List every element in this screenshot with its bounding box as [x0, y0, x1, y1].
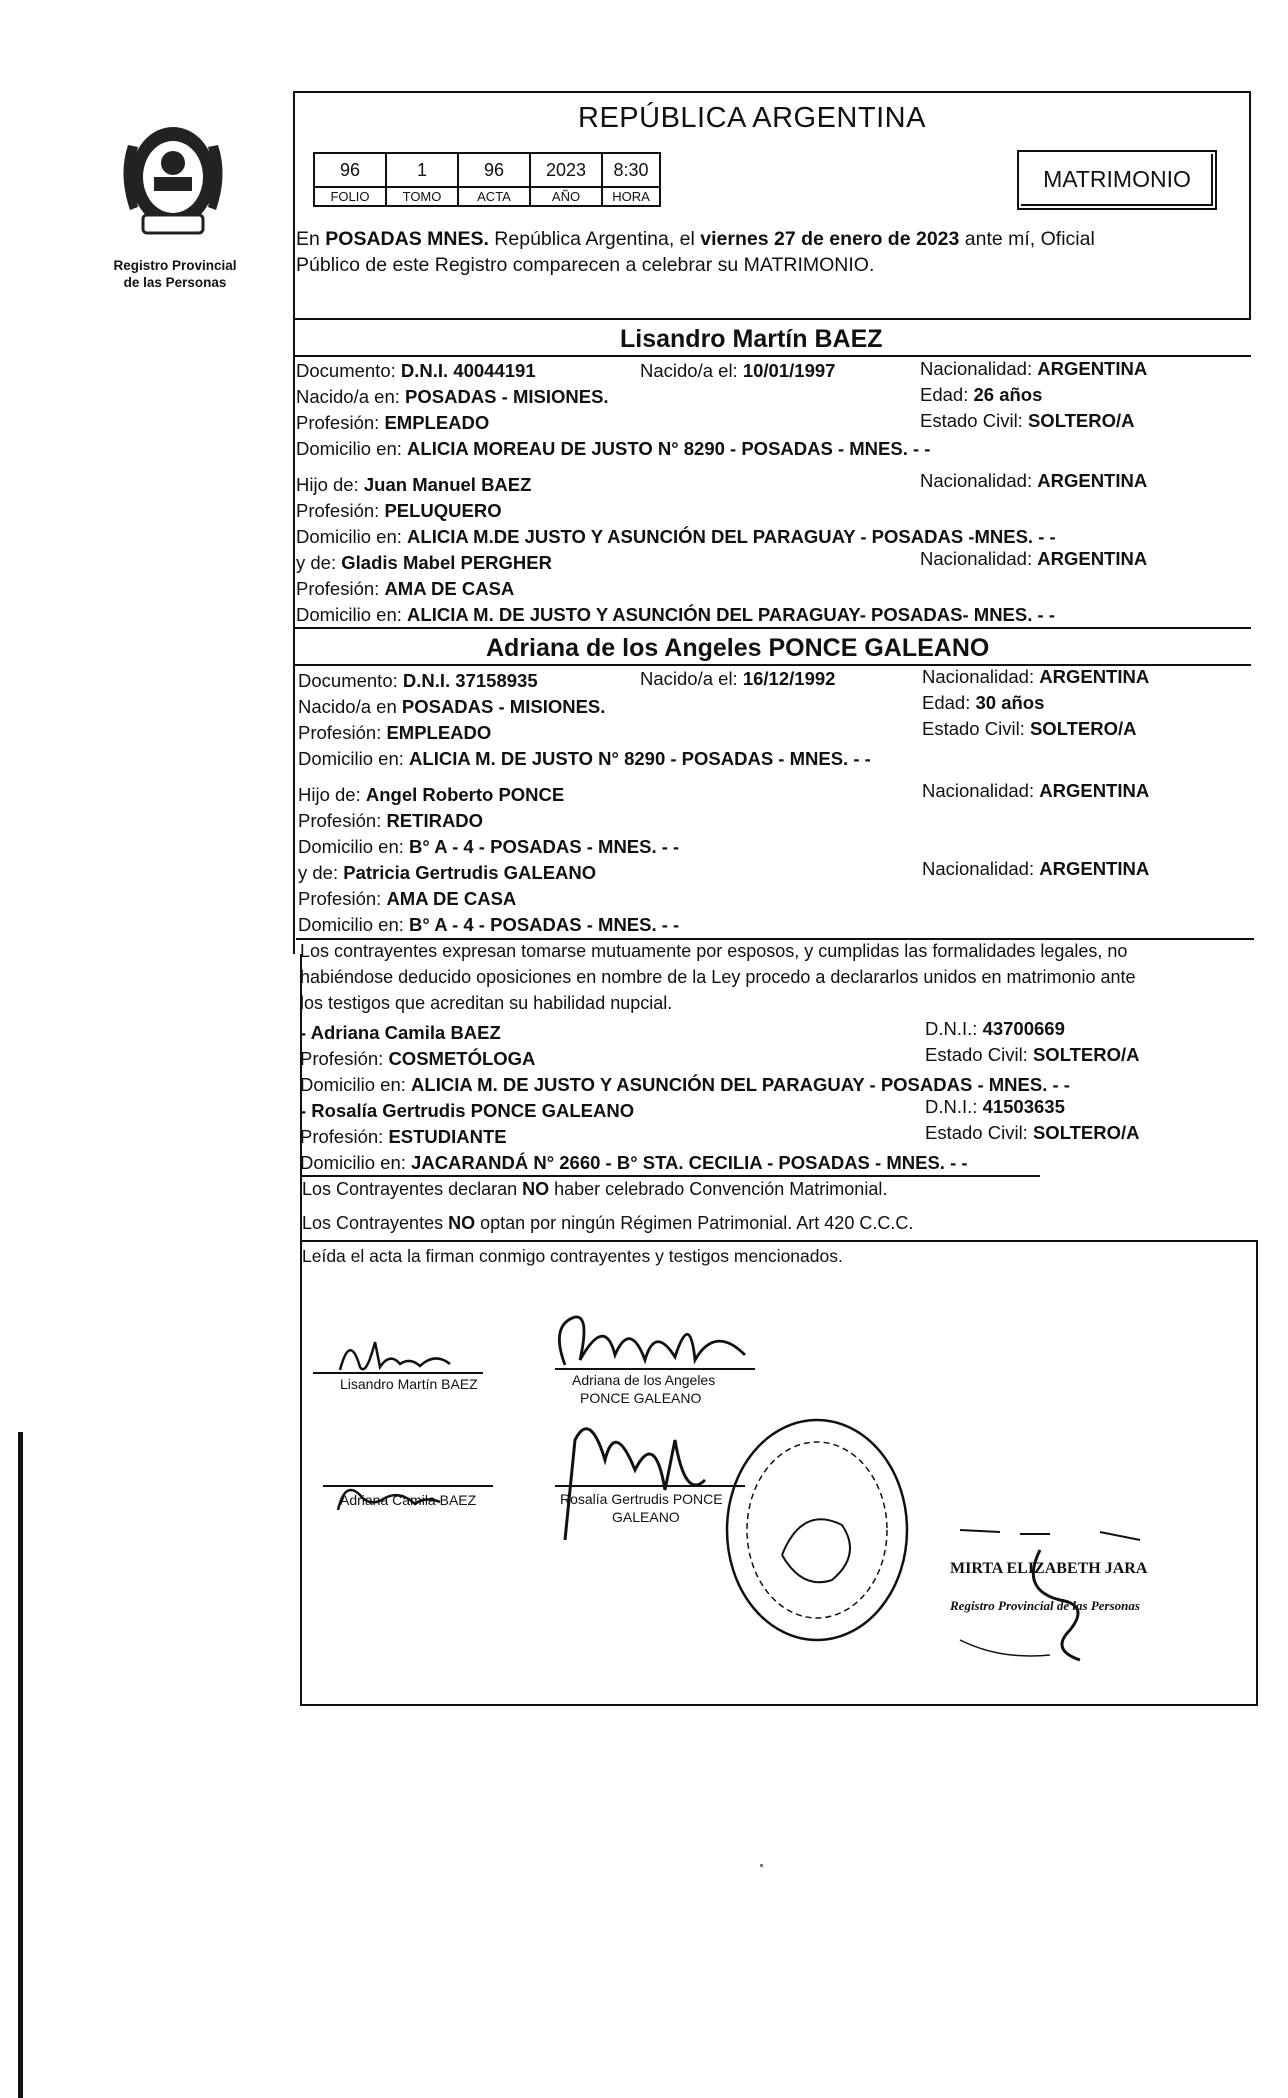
registry-logo [108, 115, 238, 255]
spouse1-nat: Nacionalidad: ARGENTINA [920, 358, 1148, 379]
country-title: REPÚBLICA ARGENTINA [578, 102, 926, 134]
signature-2-name-a: Adriana de los Angeles [572, 1372, 716, 1388]
spouse1-father: Hijo de: Juan Manuel BAEZ [296, 474, 532, 495]
signature-4-name-a: Rosalía Gertrudis PONCE [560, 1491, 723, 1507]
closing-text: Leída el acta la firman conmigo contrayentes y testigos mencionados. [302, 1246, 843, 1266]
spouse1-father-prof: Profesión: PELUQUERO [296, 500, 502, 521]
spouse2-mother-nat: Nacionalidad: ARGENTINA [922, 858, 1150, 879]
signature-line [555, 1368, 755, 1370]
witness1-prof: Profesión: COSMETÓLOGA [300, 1048, 536, 1069]
spouse2-mother-addr: Domicilio en: B° A - 4 - POSADAS - MNES. - - [298, 914, 680, 935]
spouse2-father-prof: Profesión: RETIRADO [298, 810, 484, 831]
year-value: 2023 [530, 153, 602, 187]
convention-line-2: Los Contrayentes NO optan por ningún Régimen Patrimonial. Art 420 C.C.C. [302, 1213, 914, 1233]
witness2-name: - Rosalía Gertrudis PONCE GALEANO [300, 1100, 635, 1121]
signature-3-name: Adriana Camila BAEZ [340, 1492, 477, 1508]
spouse2-born: Nacido/a el: 16/12/1992 [640, 668, 836, 689]
year-label: AÑO [530, 187, 602, 206]
page-edge [18, 1432, 23, 2098]
spouse2-birthplace: Nacido/a en POSADAS - MISIONES. [298, 696, 606, 717]
spouse2-age: Edad: 30 años [922, 692, 1045, 713]
spouse1-born: Nacido/a el: 10/01/1997 [640, 360, 836, 381]
spouse2-father: Hijo de: Angel Roberto PONCE [298, 784, 565, 805]
witness2-dni: D.N.I.: 41503635 [925, 1096, 1065, 1117]
spouse1-mother-nat: Nacionalidad: ARGENTINA [920, 548, 1148, 569]
convention-line-1: Los Contrayentes declaran NO haber celebrado Convención Matrimonial. [302, 1179, 888, 1199]
spouse2-father-nat: Nacionalidad: ARGENTINA [922, 780, 1150, 801]
hour-label: HORA [602, 187, 660, 206]
spouse2-name: Adriana de los Angeles PONCE GALEANO [486, 634, 990, 662]
registry-name-1: Registro Provincial [113, 258, 237, 273]
spouse2-addr: Domicilio en: ALICIA M. DE JUSTO N° 8290 - POSADAS - MNES. - - [298, 748, 871, 769]
frame-right [1249, 91, 1251, 318]
spouse1-father-addr: Domicilio en: ALICIA M.DE JUSTO Y ASUNCIÓN DEL PARAGUAY - POSADAS -MNES. - - [296, 526, 1056, 547]
witness1-name: - Adriana Camila BAEZ [300, 1022, 501, 1043]
witness2-prof: Profesión: ESTUDIANTE [300, 1126, 507, 1147]
tomo-label: TOMO [386, 187, 458, 206]
acta-value: 96 [458, 153, 530, 187]
declaration-line-2: habiéndose deducido oposiciones en nombre de la Ley procedo a declararlos unidos en matrimonio ante [300, 967, 1136, 987]
witness1-civil: Estado Civil: SOLTERO/A [925, 1044, 1140, 1065]
frame-bottom [300, 1704, 1258, 1706]
speck [760, 1864, 763, 1867]
spouse1-father-nat: Nacionalidad: ARGENTINA [920, 470, 1148, 491]
witness2-civil: Estado Civil: SOLTERO/A [925, 1122, 1140, 1143]
official-title: Registro Provincial de las Personas [950, 1598, 1140, 1613]
spouse1-addr: Domicilio en: ALICIA MOREAU DE JUSTO N° 8290 - POSADAS - MNES. - - [296, 438, 931, 459]
registry-name-2: de las Personas [123, 275, 227, 290]
frame-left-top [293, 91, 295, 954]
intro-text: ante mí, Oficial [959, 228, 1095, 250]
record-numbers [313, 152, 661, 207]
registry-stamp-icon [712, 1405, 922, 1655]
spouse1-mother-addr: Domicilio en: ALICIA M. DE JUSTO Y ASUNCIÓN DEL PARAGUAY- POSADAS- MNES. - - [296, 604, 1055, 625]
signature-4-name-b: GALEANO [612, 1509, 680, 1525]
record-type: MATRIMONIO [1043, 166, 1191, 192]
folio-label: FOLIO [314, 187, 386, 206]
acta-label: ACTA [458, 187, 530, 206]
declaration-line-1: Los contrayentes expresan tomarse mutuamente por esposos, y cumplidas las formalidades legales, no [300, 941, 1128, 961]
signature-2-name-b: PONCE GALEANO [580, 1390, 702, 1406]
spouse2-father-addr: Domicilio en: B° A - 4 - POSADAS - MNES. - - [298, 836, 680, 857]
intro-line-2: Público de este Registro comparecen a celebrar su MATRIMONIO. [296, 254, 875, 276]
intro-place: POSADAS MNES. [325, 228, 489, 250]
separator [300, 1175, 1040, 1177]
witness1-dni: D.N.I.: 43700669 [925, 1018, 1065, 1039]
spouse1-mother: y de: Gladis Mabel PERGHER [296, 552, 552, 573]
spouse2-doc: Documento: D.N.I. 37158935 [298, 670, 538, 691]
spouse2-mother-prof: Profesión: AMA DE CASA [298, 888, 517, 909]
frame-top [293, 91, 1249, 93]
spouse1-birthplace: Nacido/a en: POSADAS - MISIONES. [296, 386, 609, 407]
spouse1-civil: Estado Civil: SOLTERO/A [920, 410, 1135, 431]
official-name: MIRTA ELIZABETH JARA [950, 1560, 1148, 1577]
official-signature [940, 1510, 1180, 1670]
intro-line-1 [296, 228, 1095, 250]
separator [293, 627, 1251, 629]
intro-text: República Argentina, el [488, 228, 701, 250]
tomo-value: 1 [386, 153, 458, 187]
folio-value: 96 [314, 153, 386, 187]
separator [293, 355, 1251, 357]
spouse2-nat: Nacionalidad: ARGENTINA [922, 666, 1150, 687]
province-seal-icon [108, 115, 238, 255]
separator [293, 318, 1251, 320]
signature-1-name: Lisandro Martín BAEZ [340, 1376, 478, 1392]
hour-value: 8:30 [602, 153, 660, 187]
declaration-line-3: los testigos que acreditan su habilidad nupcial. [300, 993, 673, 1013]
witness2-addr: Domicilio en: JACARANDÁ N° 2660 - B° STA. CECILIA - POSADAS - MNES. - - [300, 1152, 968, 1173]
witness1-addr: Domicilio en: ALICIA M. DE JUSTO Y ASUNCIÓN DEL PARAGUAY - POSADAS - MNES. - - [300, 1074, 1070, 1095]
spouse1-age: Edad: 26 años [920, 384, 1043, 405]
signature-line [313, 1372, 483, 1374]
signature-line [323, 1485, 493, 1487]
spouse1-doc: Documento: D.N.I. 40044191 [296, 360, 536, 381]
spouse1-mother-prof: Profesión: AMA DE CASA [296, 578, 515, 599]
spouse2-civil: Estado Civil: SOLTERO/A [922, 718, 1137, 739]
spouse2-mother: y de: Patricia Gertrudis GALEANO [298, 862, 597, 883]
separator [300, 1240, 1258, 1242]
frame-right-bottom [1256, 1240, 1258, 1706]
spouse1-prof: Profesión: EMPLEADO [296, 412, 490, 433]
spouse1-name: Lisandro Martín BAEZ [620, 325, 883, 353]
intro-date: viernes 27 de enero de 2023 [700, 228, 960, 250]
intro-text: En [296, 228, 326, 250]
spouse2-prof: Profesión: EMPLEADO [298, 722, 492, 743]
